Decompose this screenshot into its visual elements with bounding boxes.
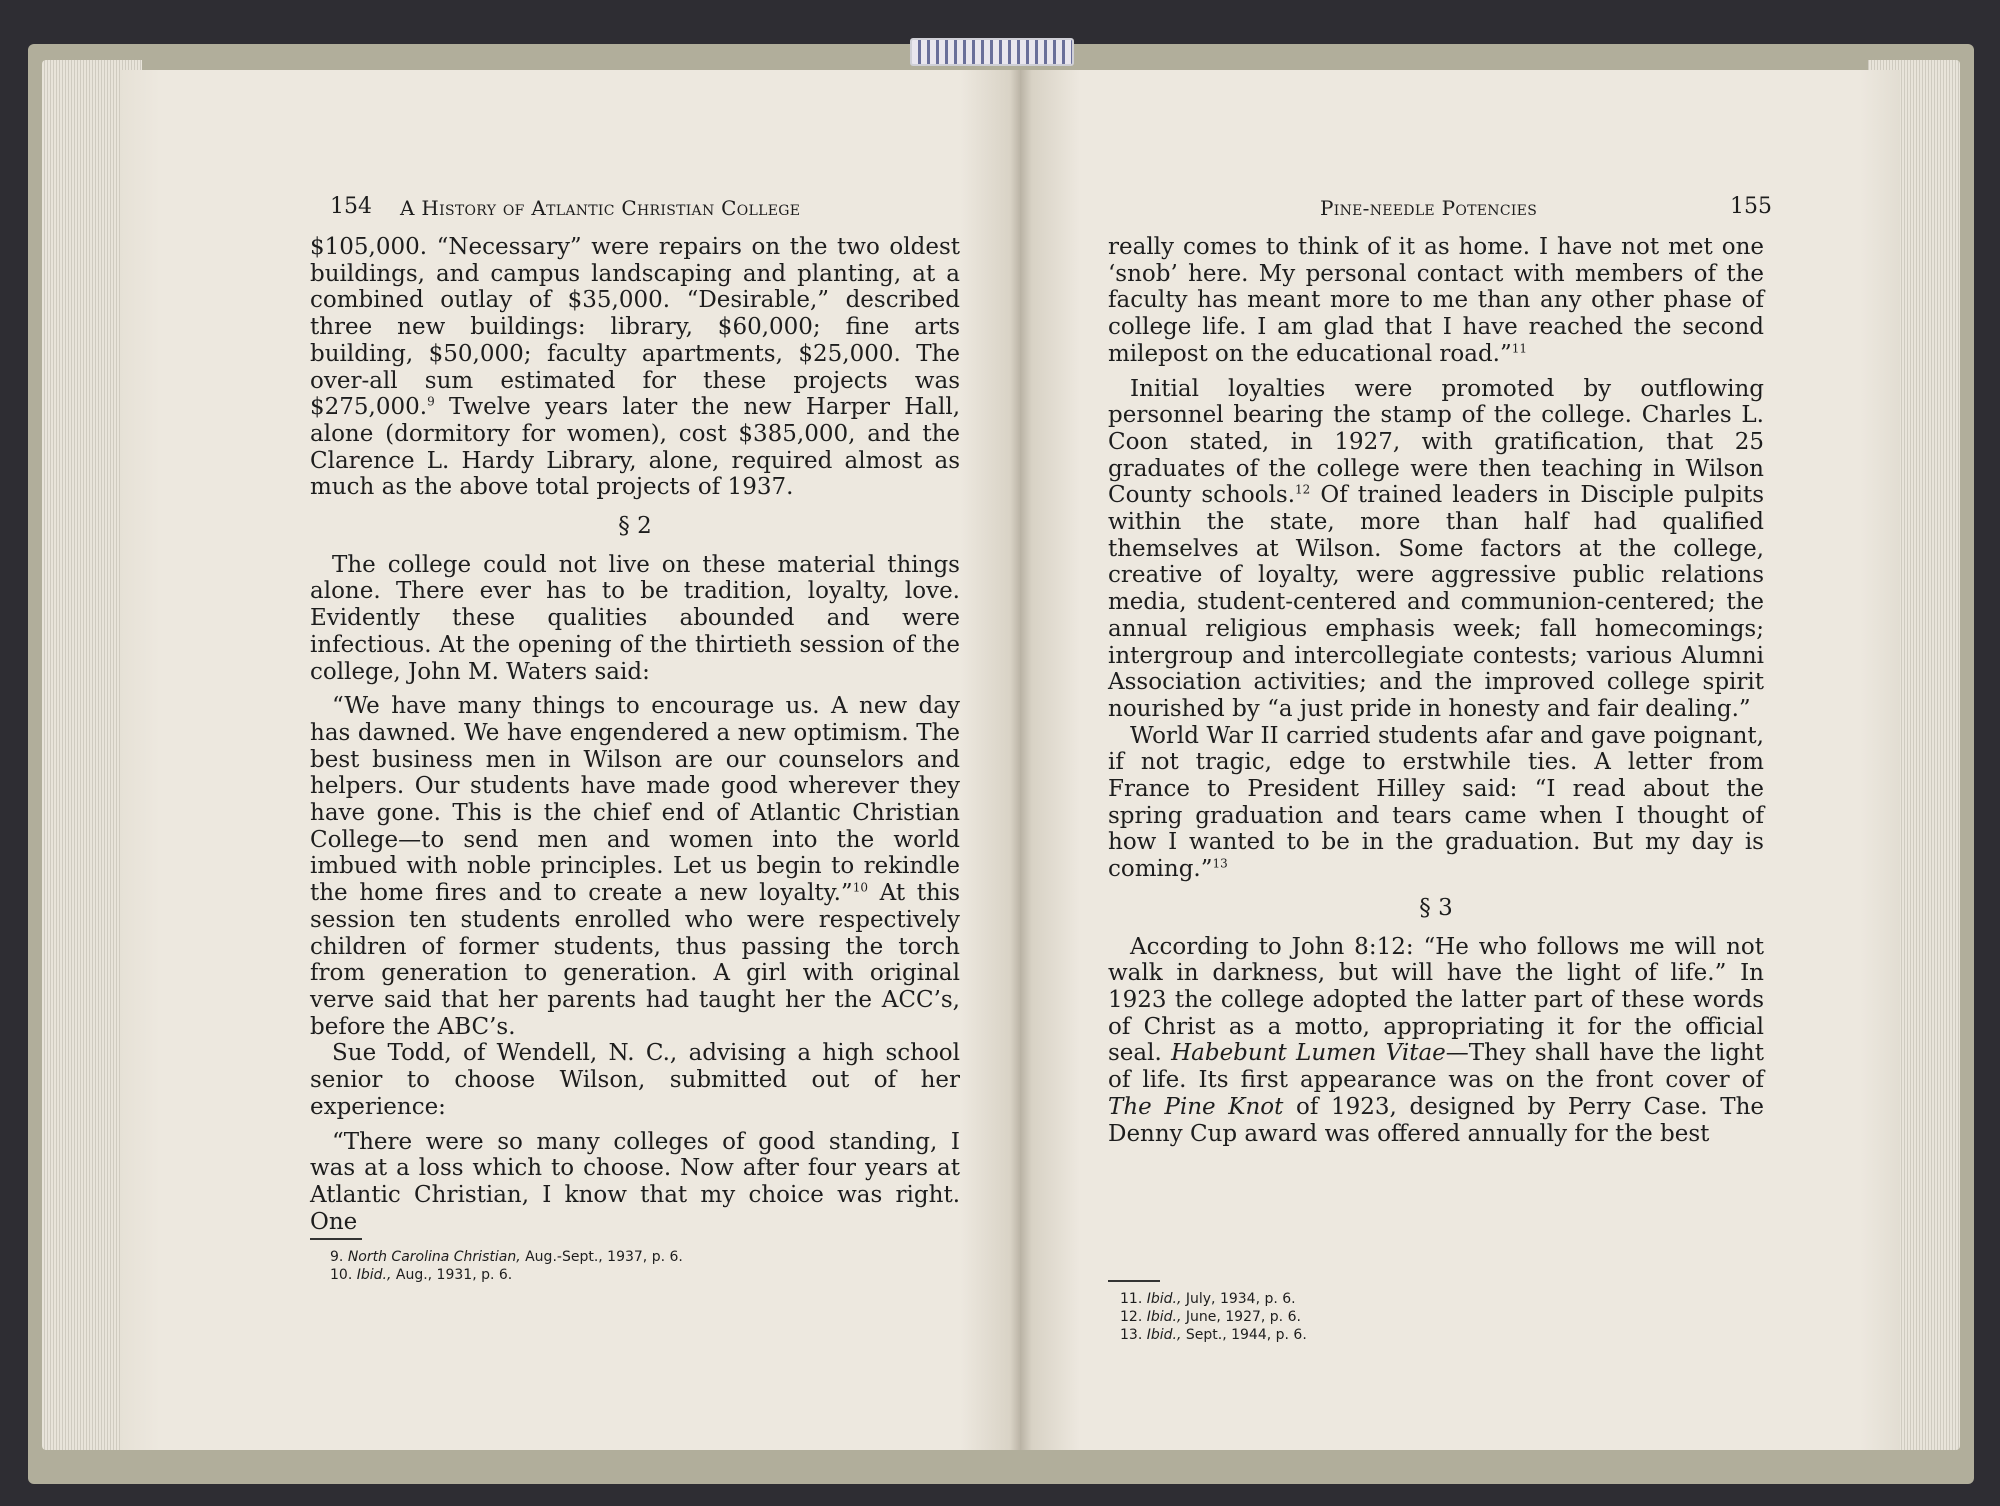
left-page — [120, 70, 1020, 1450]
bookmark-ribbon — [910, 38, 1074, 66]
right-page — [1020, 70, 1900, 1450]
footnote-ref: 10 — [852, 880, 868, 895]
page-number: 155 — [1730, 194, 1772, 219]
running-head: A History of Atlantic Christian College — [400, 196, 801, 220]
footnotes — [1120, 1290, 1307, 1344]
running-head: Pine-needle Potencies — [1320, 196, 1538, 220]
footnotes — [330, 1248, 683, 1284]
paragraph: Sue Todd, of Wendell, N. C., advising a high school senior to choose Wilson, submitted out of her experience: — [310, 1040, 960, 1120]
footnote-ref: 11 — [1511, 341, 1528, 356]
section-heading: § 3 — [1419, 894, 1453, 921]
footnote: 9. North Carolina Christian, Aug.-Sept., 1937, p. 6. — [330, 1249, 683, 1265]
quotation: really comes to think of it as home. I have not met one ‘snob’ here. My personal contact with members of the faculty has meant more to me than any other phase of college life. I am glad that I have reached the second milepost on the educational road.”$^{11}$ — [1108, 234, 1764, 367]
paragraph: Initial loyalties were promoted by outflowing personnel bearing the stamp of the college. Charles L. Coon stated, in 1927, with gratification, that 25 graduates of the college were then teaching in Wilson County schools.$^{12}$ Of trained leaders in Disciple pulpits within the state, more than half had qualified themselves at Wilson. Some factors at the college, creative of loyalty, were aggressive public relations media, student-centered and communion-centered; the annual religious emphasis week; fall homecomings; intergroup and intercollegiate contests; various Alumni Association activities; and the improved college spirit nourished by “a just pride in honesty and fair dealing.” — [1108, 375, 1764, 722]
paragraph: World War II carried students afar and gave poignant, if not tragic, edge to erstwhile ties. A letter from France to President Hilley said: “I read about the spring graduation and tears came when I thought of how I wanted to be in the graduation. But my day is coming.”$^{13}$ — [1108, 722, 1764, 883]
paragraph: According to John 8:12: “He who follows me will not walk in darkness, but will have the light of life.” In 1923 the college adopted the latter part of these words of Christ as a motto, appropriating it for the official seal. Habebunt Lumen Vitae—They shall have the light of life. Its first appearance was on the front cover of The Pine Knot of 1923, designed by Perry Case. The Denny Cup award was offered annually for the best — [1108, 933, 1764, 1147]
footnote-rule — [310, 1238, 362, 1240]
paragraph: $105,000. “Necessary” were repairs on the two oldest buildings, and campus landscaping and planting, at a combined outlay of $35,000. “Desirable,” described three new buildings: library, $60,000; fine arts building, $50,000; faculty apartments, $25,000. The over-all sum estimated for these projects was $275,000.$^9$ Twelve years later the new Harper Hall, alone (dormitory for women), cost $385,000, and the Clarence L. Hardy Library, alone, required almost as much as the above total projects of 1937. — [310, 234, 960, 501]
body-text — [1108, 234, 1764, 1147]
footnote: 13. Ibid., Sept., 1944, p. 6. — [1120, 1327, 1307, 1343]
section-heading: § 2 — [618, 513, 652, 540]
paragraph: The college could not live on these material things alone. There ever has to be tradition, loyalty, love. Evidently these qualities abounded and were infectious. At the opening of the thirtieth session of the college, John M. Waters said: — [310, 551, 960, 685]
quotation: “There were so many colleges of good standing, I was at a loss which to choose. Now after four years at Atlantic Christian, I know that my choice was right. One — [310, 1128, 960, 1235]
quotation: “We have many things to encourage us. A new day has dawned. We have engendered a new optimism. The best business men in Wilson are our counselors and helpers. Our students have made good wherever they have gone. This is the chief end of Atlantic Christian College—to send men and women into the world imbued with noble principles. Let us begin to rekindle the home fires and to create a new loyalty.”$^{10}$ At this session ten students enrolled who were respectively children of former students, thus passing the torch from generation to generation. A girl with original verve said that her parents had taught her the ACC’s, before the ABC’s. — [310, 693, 960, 1040]
body-text — [310, 234, 960, 1235]
footnote: 11. Ibid., July, 1934, p. 6. — [1120, 1291, 1296, 1307]
footnote-rule — [1108, 1280, 1160, 1282]
footnote: 10. Ibid., Aug., 1931, p. 6. — [330, 1267, 513, 1283]
footnote-ref: 13 — [1212, 856, 1228, 871]
footnote-ref: 12 — [1295, 482, 1311, 497]
page-number: 154 — [330, 194, 372, 219]
footnote-ref: 9 — [427, 394, 435, 409]
footnote: 12. Ibid., June, 1927, p. 6. — [1120, 1309, 1301, 1325]
